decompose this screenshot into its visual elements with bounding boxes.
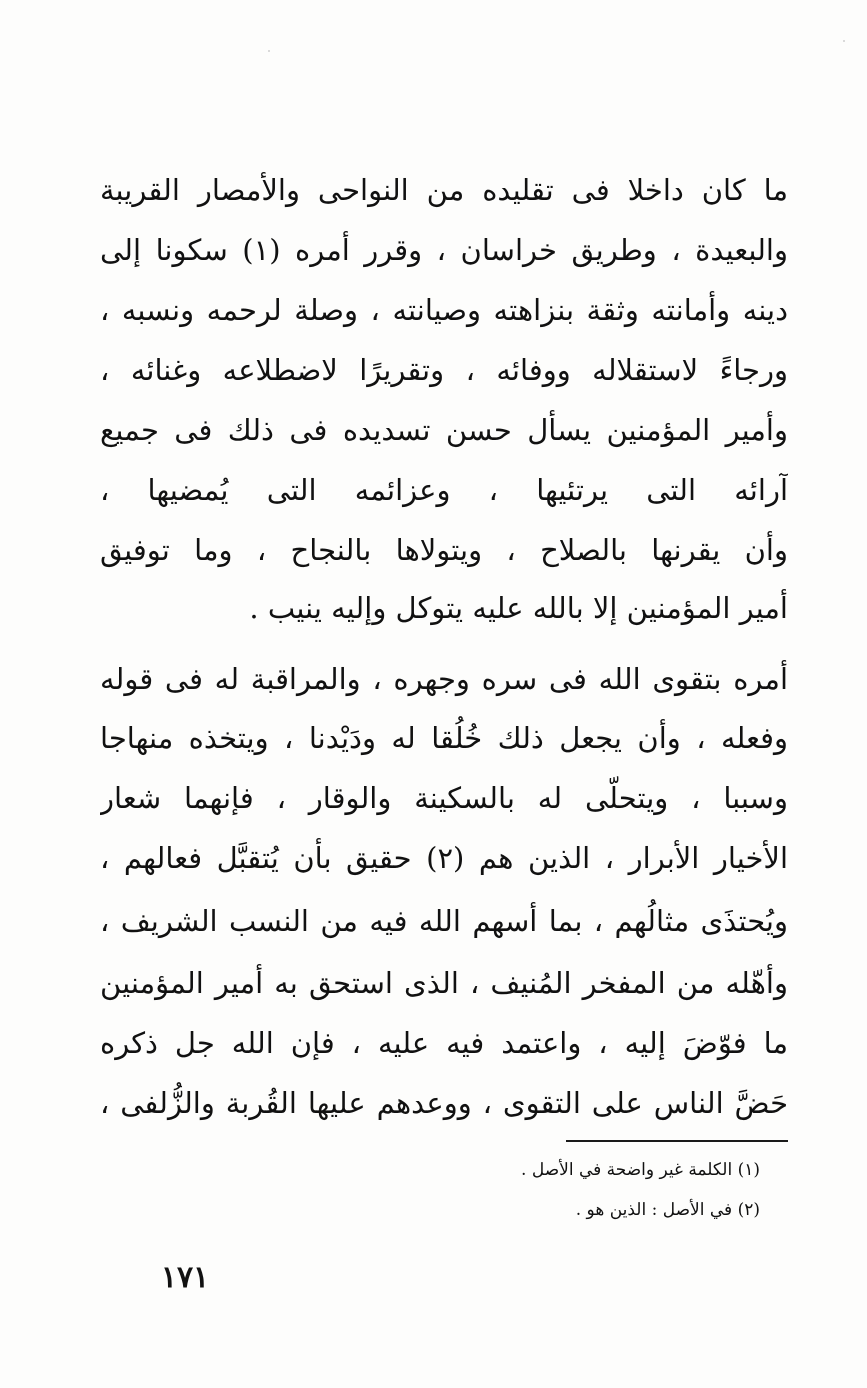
scan-speck	[843, 40, 845, 42]
footnote-divider	[566, 1140, 788, 1142]
text-line: وسببا ، ويتحلّى له بالسكينة والوقار ، فإنهما شعار	[100, 781, 788, 815]
text-line: وأن يقرنها بالصلاح ، ويتولاها بالنجاح ، وما توفيق	[100, 533, 788, 567]
text-line: آرائه التى يرتئيها ، وعزائمه التى يُمضيها ،	[100, 473, 788, 507]
scan-speck	[268, 50, 270, 52]
text-line: دينه وأمانته وثقة بنزاهته وصيانته ، وصلة لرحمه ونسبه ،	[100, 293, 788, 327]
text-line: وأمير المؤمنين يسأل حسن تسديده فى ذلك فى جميع	[100, 413, 788, 447]
text-line: حَضَّ الناس على التقوى ، ووعدهم عليها القُربة والزُّلفى ،	[100, 1086, 788, 1120]
footnote-2: (٢) في الأصل : الذين هو .	[575, 1200, 760, 1220]
text-line: ما فوّضَ إليه ، واعتمد فيه عليه ، فإن الله جل ذكره	[100, 1026, 788, 1060]
text-line: ورجاءً لاستقلاله ووفائه ، وتقريرًا لاضطلاعه وغنائه ،	[100, 353, 788, 387]
text-line: والبعيدة ، وطريق خراسان ، وقرر أمره (١) سكونا إلى	[100, 233, 788, 267]
page-number: ١٧١	[160, 1260, 210, 1295]
text-line: أمره بتقوى الله فى سره وجهره ، والمراقبة له فى قوله	[100, 662, 788, 696]
text-line: أمير المؤمنين إلا بالله عليه يتوكل وإليه ينيب .	[249, 591, 788, 625]
footnote-1: (١) الكلمة غير واضحة في الأصل .	[521, 1160, 760, 1180]
text-line: وأهّله من المفخر المُنيف ، الذى استحق به أمير المؤمنين	[100, 966, 788, 1000]
text-line: الأخيار الأبرار ، الذين هم (٢) حقيق بأن يُتقبَّل فعالهم ،	[100, 841, 788, 875]
text-line: ما كان داخلا فى تقليده من النواحى والأمصار القريبة	[100, 173, 788, 207]
text-line: وفعله ، وأن يجعل ذلك خُلُقا له ودَيْدنا ، ويتخذه منهاجا	[100, 721, 788, 755]
text-line: ويُحتذَى مثالُهم ، بما أسهم الله فيه من النسب الشريف ،	[100, 904, 788, 938]
